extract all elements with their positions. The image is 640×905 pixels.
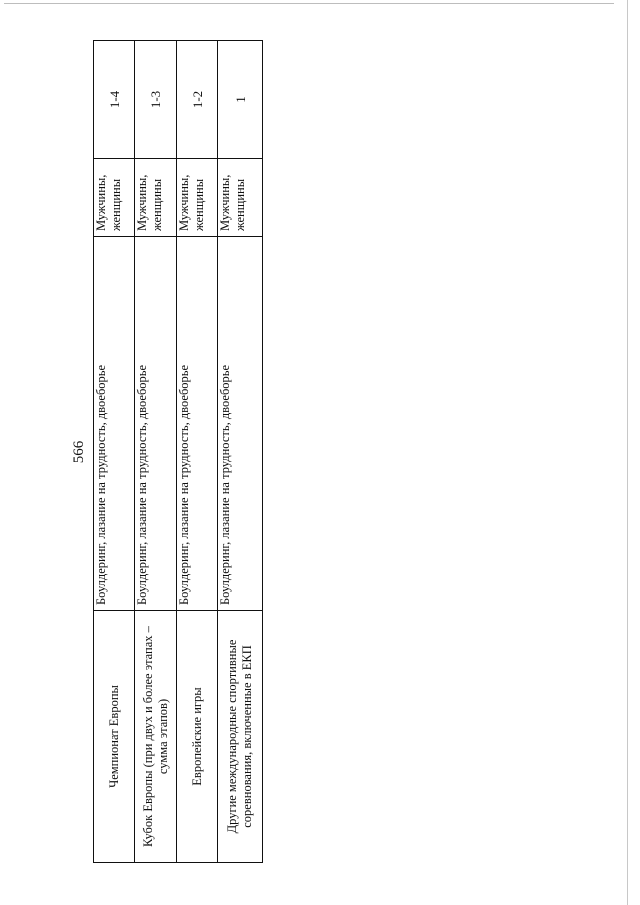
gender-cell [218, 159, 263, 237]
gender-cell [135, 159, 177, 237]
competition-name: сумма этапов) [155, 698, 170, 775]
gender-line: Мужчины, [177, 174, 191, 231]
gender-line: Мужчины, [94, 174, 108, 231]
competition-cell [94, 611, 135, 863]
competition-name: Другие международные спортивные [225, 639, 239, 834]
page-number: 566 [71, 440, 87, 464]
discipline-cell: Боулдеринг, лазание на трудность, двоеборье [135, 237, 177, 611]
table-row [218, 41, 263, 863]
competition-name: Европейские игры [189, 687, 204, 786]
discipline-cell: Боулдеринг, лазание на трудность, двоеборье [218, 237, 263, 611]
table-row [135, 41, 177, 863]
sports-ranking-table [93, 40, 263, 863]
places-cell: 1-3 [135, 41, 177, 159]
gender-line: женщины [233, 178, 247, 231]
competition-name: соревнования, включенные в ЕКП [240, 645, 254, 828]
places-cell: 1-4 [94, 41, 135, 159]
competition-cell [135, 611, 177, 863]
discipline-cell: Боулдеринг, лазание на трудность, двоеборье [94, 237, 135, 611]
gender-line: женщины [150, 178, 164, 231]
table-row [94, 41, 135, 863]
competition-name: Чемпионат Европы [106, 685, 121, 788]
gender-cell [177, 159, 218, 237]
gender-line: Мужчины, [135, 174, 149, 231]
scan-edge-top [4, 3, 614, 4]
competition-cell [218, 611, 263, 863]
competition-name: Кубок Европы (при двух и более этапах – [140, 626, 155, 847]
gender-line: женщины [109, 178, 123, 231]
discipline-cell: Боулдеринг, лазание на трудность, двоеборье [177, 237, 218, 611]
gender-cell [94, 159, 135, 237]
competition-cell [177, 611, 218, 863]
gender-line: Мужчины, [218, 174, 232, 231]
rotated-page [70, 41, 630, 863]
places-cell: 1 [218, 41, 263, 159]
places-cell: 1-2 [177, 41, 218, 159]
gender-line: женщины [192, 178, 206, 231]
table-row [177, 41, 218, 863]
